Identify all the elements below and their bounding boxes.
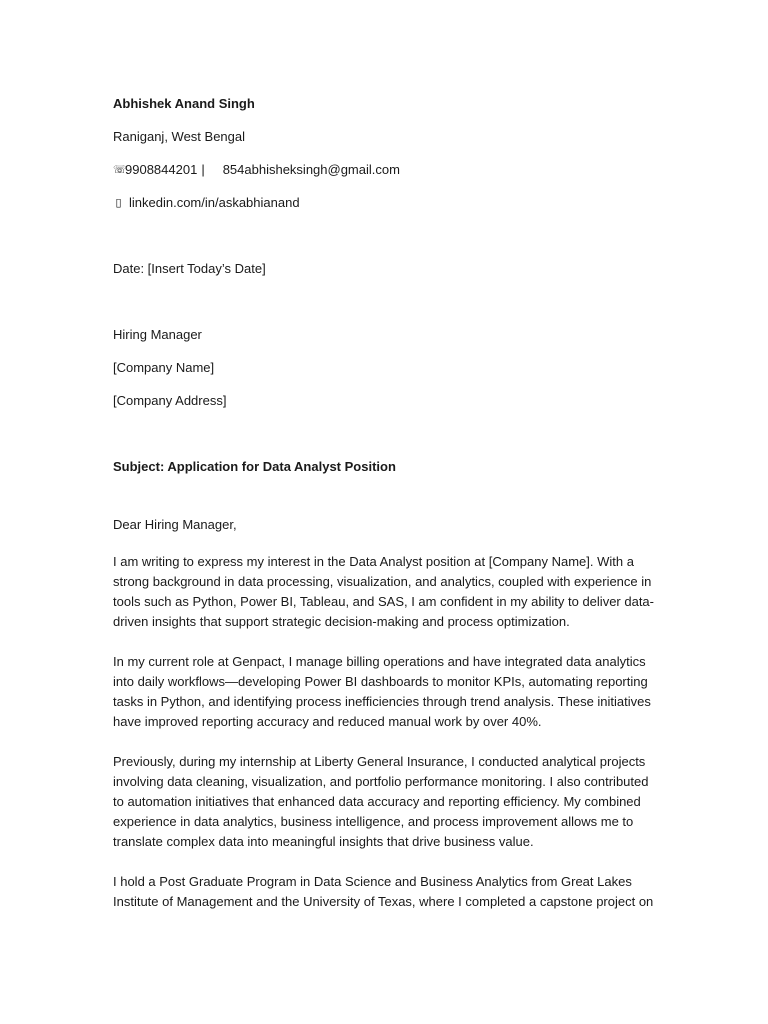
paragraph-line: translate complex data into meaningful insights that drive business value. [113, 834, 534, 849]
paragraph-line: have improved reporting accuracy and reduced manual work by over 40%. [113, 714, 542, 729]
paragraph-line: driven insights that support strategic decision-making and process optimization. [113, 614, 570, 629]
subject-line: Subject: Application for Data Analyst Position [113, 459, 396, 474]
sender-name: Abhishek Anand Singh [113, 96, 255, 111]
paragraph-1 [113, 552, 654, 632]
sender-linkedin: linkedin.com/in/askabhianand [129, 195, 300, 210]
linkedin-row [113, 193, 648, 213]
paragraph-line: In my current role at Genpact, I manage billing operations and have integrated data analytics [113, 654, 646, 669]
date-line: Date: [Insert Today’s Date] [113, 261, 266, 276]
letter-body [113, 94, 654, 912]
sender-email: 854abhisheksingh@gmail.com [222, 162, 400, 177]
recipient-title: Hiring Manager [113, 327, 202, 342]
contact-separator: | [201, 162, 205, 177]
contact-row [113, 160, 648, 180]
recipient-company: [Company Name] [113, 360, 215, 375]
phone-icon: ☏ [113, 164, 127, 176]
sender-location: Raniganj, West Bengal [113, 129, 246, 144]
sender-phone: 9908844201 [125, 162, 198, 177]
paragraph-2 [113, 652, 651, 732]
paragraph-line: Institute of Management and the University of Texas, where I completed a capstone project on [113, 894, 654, 909]
paragraph-3 [113, 752, 648, 852]
paragraph-line: into daily workflows—developing Power BI dashboards to monitor KPIs, automating reporting [113, 674, 648, 689]
paragraph-line: tasks in Python, and identifying process inefficiencies through trend analysis. These initiatives [113, 694, 651, 709]
paragraph-line: experience in data analytics, business intelligence, and process improvement allows me to [113, 814, 634, 829]
linkedin-icon: ▯ [115, 197, 122, 209]
salutation: Dear Hiring Manager, [113, 517, 237, 532]
paragraph-line: involving data cleaning, visualization, and portfolio performance monitoring. I also contributed [113, 774, 649, 789]
paragraph-line: tools such as Python, Power BI, Tableau, and SAS, I am confident in my ability to deliver data- [113, 594, 654, 609]
paragraph-line: Previously, during my internship at Liberty General Insurance, I conducted analytical projects [113, 754, 646, 769]
recipient-address: [Company Address] [113, 393, 227, 408]
paragraph-line: strong background in data processing, visualization, and analytics, coupled with experience in [113, 574, 652, 589]
paragraph-line: I hold a Post Graduate Program in Data Science and Business Analytics from Great Lakes [113, 874, 632, 889]
paragraph-line: I am writing to express my interest in the Data Analyst position at [Company Name]. With a [113, 554, 634, 569]
paragraph-line: to automation initiatives that enhanced data accuracy and reporting efficiency. My combined [113, 794, 641, 809]
paragraph-4 [113, 872, 654, 912]
